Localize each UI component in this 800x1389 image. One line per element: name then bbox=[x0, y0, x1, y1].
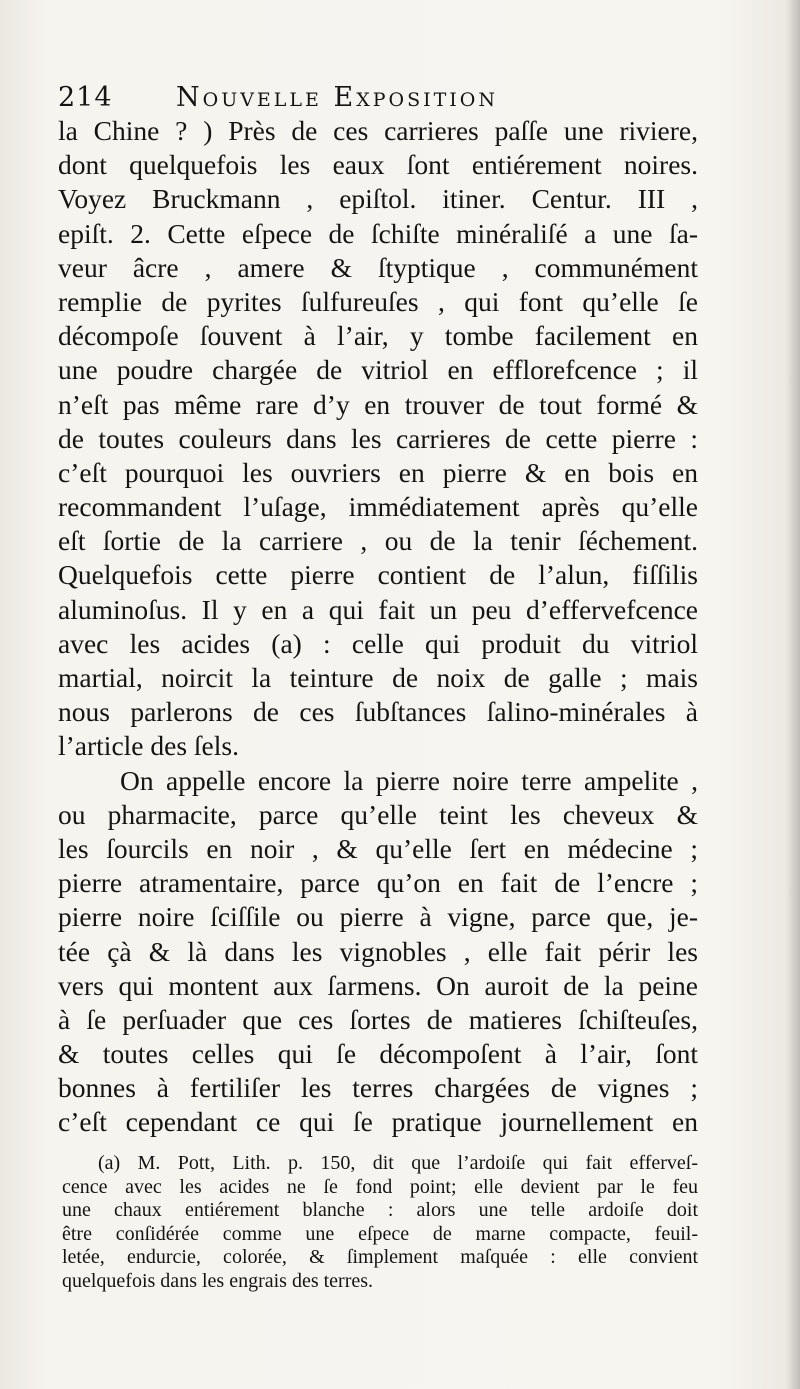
text-line: c’eſt pourquoi les ouvriers en pierre & en bois en bbox=[58, 456, 698, 488]
text-line: eſt ſortie de la carriere , ou de la tenir ſéchement. bbox=[58, 525, 698, 557]
footnote-line: quelquefois dans les engrais des terres. bbox=[62, 1269, 374, 1292]
text-line: c’eſt cependant ce qui ſe pratique journellement en bbox=[58, 1106, 698, 1138]
footnote-line: letée, endurcie, colorée, & ſimplement maſquée : elle convient bbox=[62, 1246, 698, 1268]
text-line: la Chine ? ) Près de ces carrieres paſſe une riviere, bbox=[58, 115, 698, 146]
text-line: décompoſe ſouvent à l’air, y tombe facilement en bbox=[58, 320, 698, 352]
text-line: aluminoſus. Il y en a qui fait un peu d’effervefcence bbox=[58, 593, 698, 625]
text-line: pierre atramentaire, parce qu’on en fait de l’encre ; bbox=[58, 867, 698, 899]
text-line: recommandent l’uſage, immédiatement après qu’elle bbox=[58, 491, 698, 523]
text-line: l’article des ſels. bbox=[58, 730, 239, 762]
text-line: martial, noircit la teinture de noix de galle ; mais bbox=[58, 662, 698, 693]
text-line: dont quelquefois les eaux ſont entiérement noires. bbox=[58, 149, 698, 181]
text-line: & toutes celles qui ſe décompoſent à l’air, ſont bbox=[58, 1038, 698, 1070]
footnote-line: cence avec les acides ne ſe fond point; elle devient par le feu bbox=[62, 1175, 698, 1198]
text-line: n’eſt pas même rare d’y en trouver de tout formé & bbox=[58, 388, 698, 420]
footnote-line: (a) M. Pott, Lith. p. 150, dit que l’ardoiſe qui fait efferveſ- bbox=[98, 1152, 698, 1174]
text-line: tée çà & là dans les vignobles , elle fait périr les bbox=[58, 935, 698, 967]
text-line: ou pharmacite, parce qu’elle teint les cheveux & bbox=[58, 798, 698, 830]
text-line: veur âcre , amere & ſtyptique , communément bbox=[58, 251, 698, 283]
text-line: à ſe perſuader que ces ſortes de matieres ſchiſteuſes, bbox=[58, 1003, 698, 1035]
body-text bbox=[58, 114, 698, 1140]
footnote bbox=[62, 1152, 698, 1293]
text-line: une poudre chargée de vitriol en efflorefcence ; il bbox=[58, 354, 698, 386]
footnote-line: une chaux entiérement blanche : alors une telle ardoiſe doit bbox=[62, 1199, 698, 1221]
running-title: Nouvelle Exposition bbox=[176, 82, 498, 113]
text-line: pierre noire ſciſſile ou pierre à vigne, parce que, je- bbox=[58, 901, 698, 933]
text-line: les ſourcils en noir , & qu’elle ſert en médecine ; bbox=[58, 832, 698, 864]
page-number: 214 bbox=[58, 82, 113, 113]
text-line: vers qui montent aux ſarmens. On auroit de la peine bbox=[58, 969, 698, 1001]
footnote-line: être conſidérée comme une eſpece de marne compacte, feuil- bbox=[62, 1222, 698, 1245]
text-line: remplie de pyrites ſulfureuſes , qui font qu’elle ſe bbox=[58, 285, 698, 317]
text-line: bonnes à fertiliſer les terres chargées de vignes ; bbox=[58, 1072, 698, 1104]
text-line: epiſt. 2. Cette eſpece de ſchiſte minéraliſé a une ſa- bbox=[58, 217, 698, 249]
text-line: Quelquefois cette pierre contient de l’alun, fiſſilis bbox=[58, 559, 698, 591]
page-gutter-shadow bbox=[786, 0, 800, 1389]
text-line: avec les acides (a) : celle qui produit du vitriol bbox=[58, 627, 698, 659]
text-line: On appelle encore la pierre noire terre ampelite , bbox=[120, 764, 698, 796]
text-line: de toutes couleurs dans les carrieres de cette pierre : bbox=[58, 422, 698, 454]
text-line: nous parlerons de ces ſubſtances ſalino-minérales à bbox=[58, 696, 698, 728]
text-line: Voyez Bruckmann , epiſtol. itiner. Centur. III , bbox=[58, 183, 698, 215]
